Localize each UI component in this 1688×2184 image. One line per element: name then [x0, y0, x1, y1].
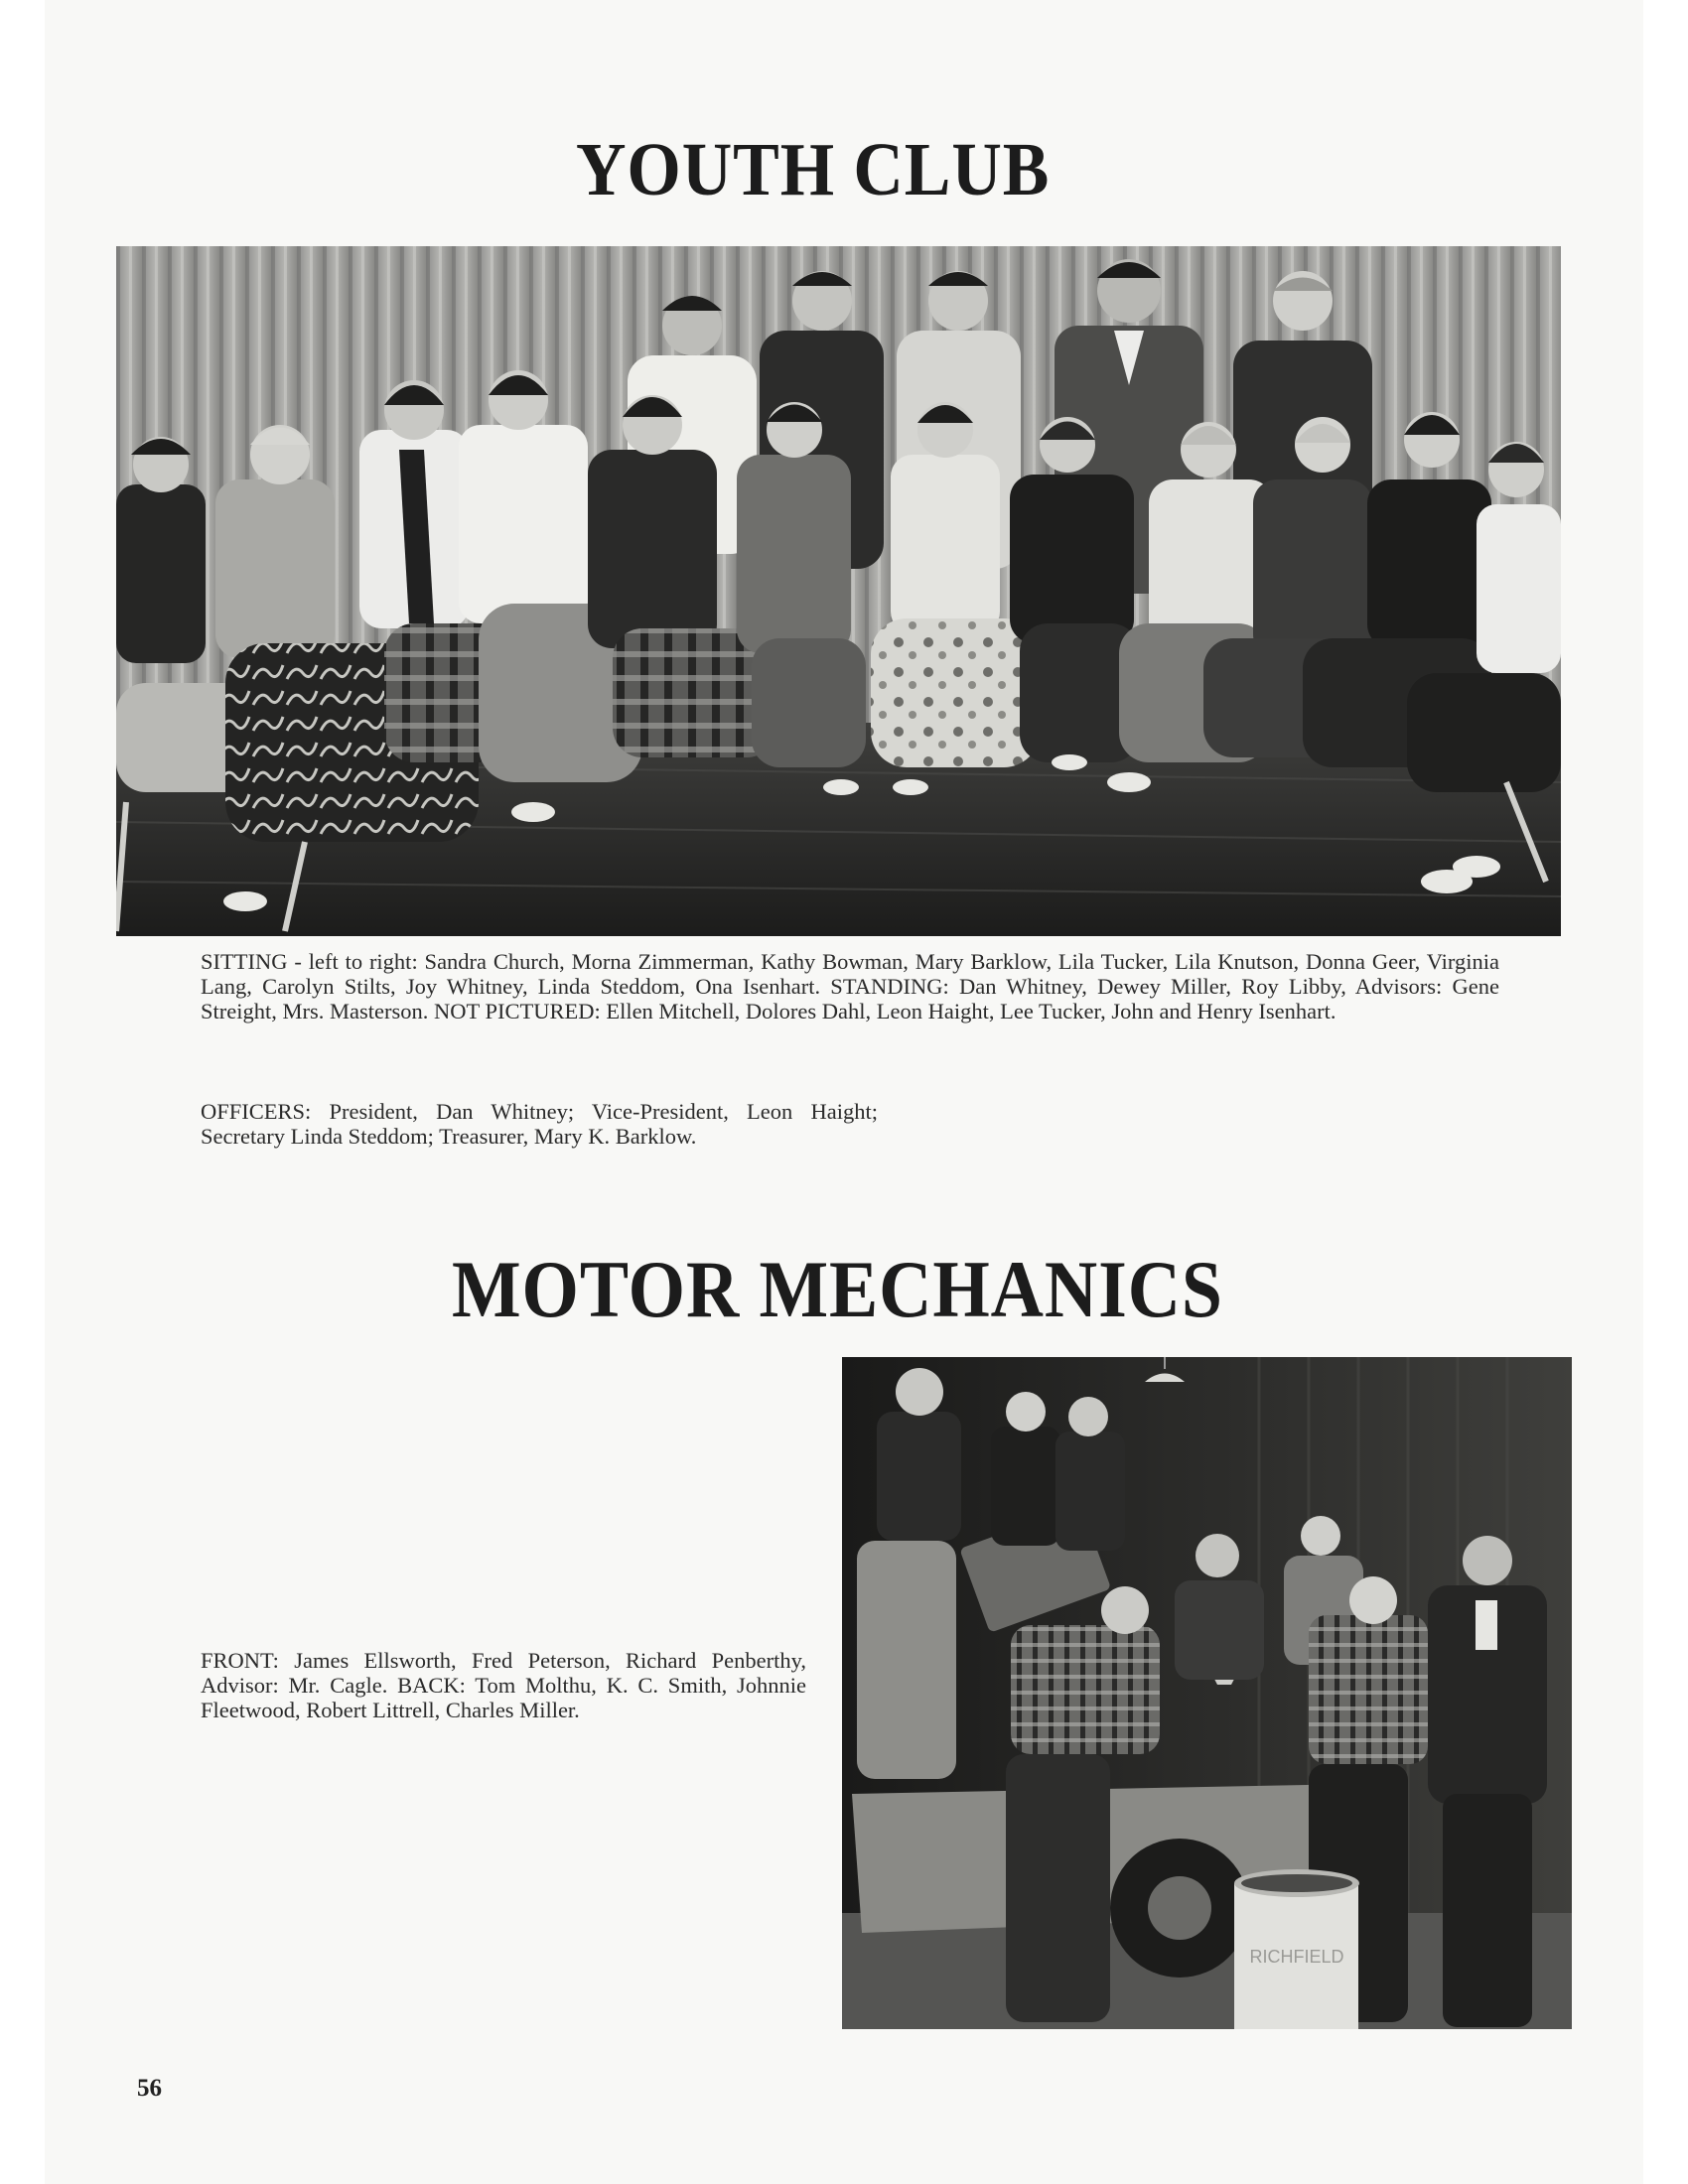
youth-club-heading: YOUTH CLUB: [576, 128, 1051, 211]
barrel-label: RICHFIELD: [1249, 1947, 1344, 1967]
motor-mechanics-heading: MOTOR MECHANICS: [452, 1244, 1223, 1334]
motor-mechanics-photo: [842, 1357, 1572, 2029]
youth-club-caption: SITTING - left to right: Sandra Church, Morna Zimmerman, Kathy Bowman, Mary Barklow, Lila Tucker, Lila Knutson, Donna Geer, Virginia Lang, Carolyn Stilts, Joy Whitney, Linda Steddom, Ona Isenhart. STANDING: Dan Whitney, Dewey Miller, Roy Libby, Advisors: Gene Streight, Mrs. Masterson. NOT PICTURED: Ellen Mitchell, Dolores Dahl, Leon Haight, Lee Tucker, John and Henry Isenhart.: [201, 949, 1499, 1024]
page-number: 56: [137, 2075, 162, 2102]
motor-mechanics-caption: FRONT: James Ellsworth, Fred Peterson, Richard Penberthy, Advisor: Mr. Cagle. BACK: Tom Molthu, K. C. Smith, Johnnie Fleetwood, Robert Littrell, Charles Miller.: [201, 1648, 806, 1722]
youth-club-officers: OFFICERS: President, Dan Whitney; Vice-President, Leon Haight; Secretary Linda Steddom; Treasurer, Mary K. Barklow.: [201, 1099, 878, 1149]
youth-club-group-photo: [116, 246, 1561, 936]
oil-barrel: [1234, 1869, 1359, 2029]
